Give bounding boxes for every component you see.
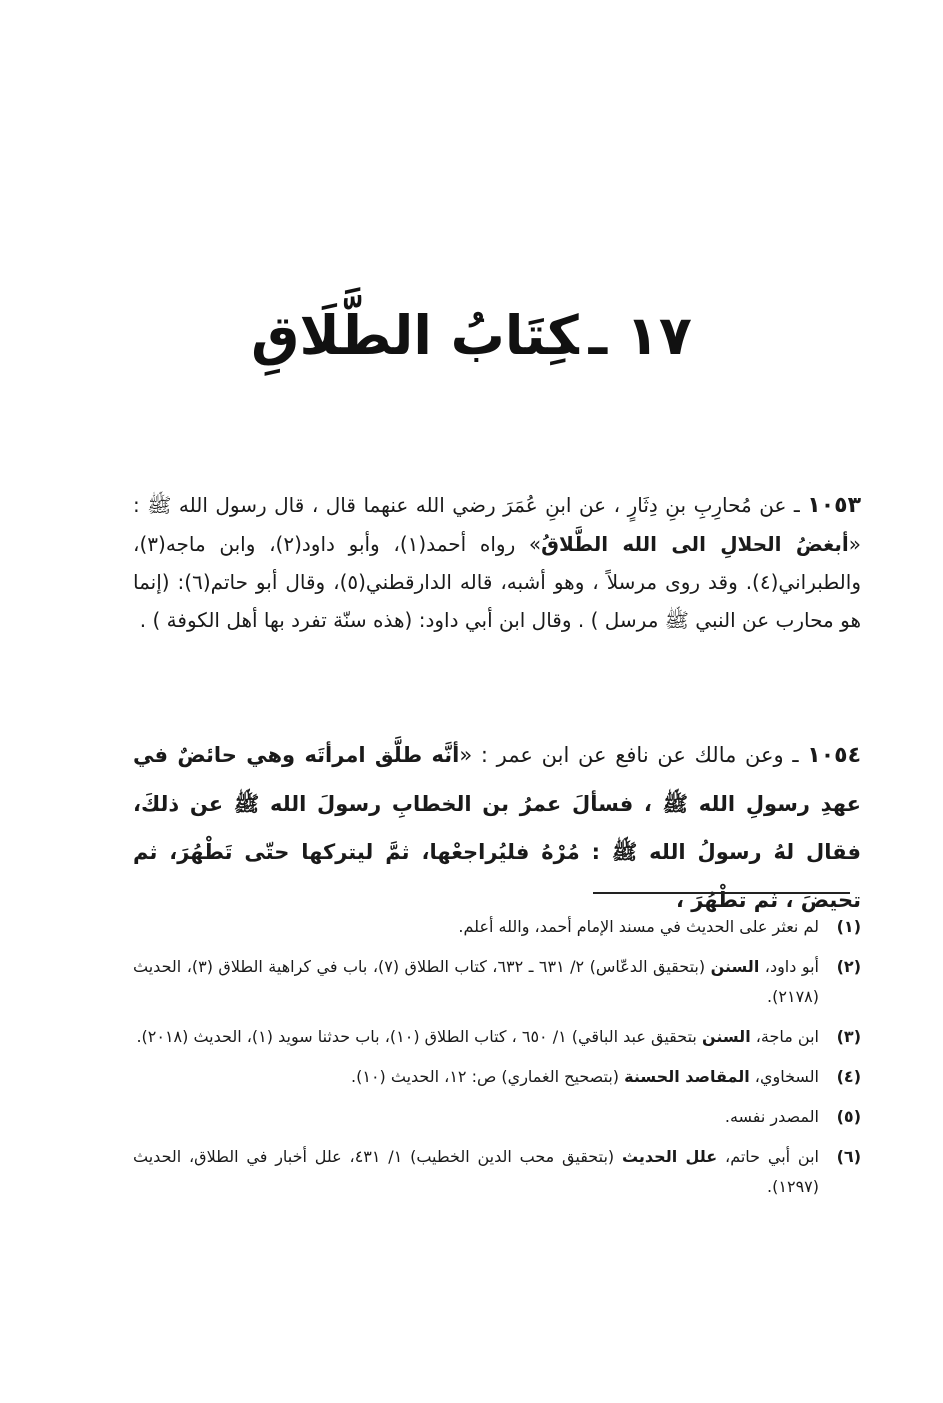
footnote-item — [133, 1022, 861, 1052]
footnote-text — [133, 1022, 819, 1052]
chapter-number: ١٧ ـ — [588, 304, 692, 367]
footnote-text — [133, 1062, 819, 1092]
footnote-item — [133, 912, 861, 942]
footnote-text-part: بتحقيق عبد الباقي) ١/ ٦٥٠ ، كتاب الطلاق (١٠)، باب حدثنا سويد (١)، الحديث (٢٠١٨). — [136, 1027, 702, 1046]
chapter-heading — [200, 296, 743, 376]
footnote-text-part: (بتحقيق محب الدين الخطيب) ١/ ٤٣١، علل أخبار في الطلاق، الحديث (١٢٩٧). — [133, 1147, 819, 1196]
footnote-text-part: ابن أبي حاتم، — [717, 1147, 819, 1166]
footnote-text — [133, 952, 819, 1012]
chapter-title-text: كِتَابُ الطَّلَاقِ — [251, 304, 579, 367]
footnote-text — [133, 1102, 819, 1132]
footnote-number: (٤) — [836, 1067, 861, 1086]
footnote-text-part: أبو داود، — [759, 957, 819, 976]
footnote-text-part: (بتصحيح الغماري) ص: ١٢، الحديث (١٠). — [351, 1067, 625, 1086]
hadith-takhrij: » رواه أحمد(١)، وأبو داود(٢)، وابن ماجه(٣)، والطبراني(٤). وقد روى مرسلاً ، وهو أشبه، قاله الدارقطني(٥)، وقال أبو حاتم(٦): (إنما هو محارب عن النبي ﷺ مرسل ) . وقال ابن أبي داود: (هذه سنّة تفرد بها أهل الكوفة ) . — [133, 532, 861, 632]
footnote-text-part: لم نعثر على الحديث في مسند الإمام أحمد، والله أعلم. — [458, 917, 819, 936]
footnote-source-title: المقاصد الحسنة — [624, 1067, 750, 1086]
hadith-number: ١٠٥٤ — [807, 743, 861, 768]
footnote-item — [133, 1062, 861, 1092]
hadith-1053-paragraph — [133, 486, 861, 639]
hadith-matn: أبغضُ الحلالِ الى الله الطَّلاقُ — [541, 532, 849, 556]
hadith-number: ١٠٥٣ — [807, 493, 861, 518]
footnote-source-title: السنن — [710, 957, 760, 976]
footnotes-list — [133, 912, 861, 1212]
footnote-number: (٥) — [836, 1107, 861, 1126]
footnote-text-part: المصدر نفسه. — [724, 1107, 819, 1126]
hadith-intro: ـ عن مُحارِبِ بنِ دِثَارٍ ، عن ابنِ عُمَرَ رضي الله عنهما قال ، قال رسول الله ﷺ : « — [133, 493, 862, 556]
footnote-text-part: السخاوي، — [749, 1067, 819, 1086]
footnote-text — [133, 1142, 819, 1202]
footnote-number: (٦) — [836, 1147, 861, 1166]
footnote-item — [133, 1102, 861, 1132]
footnote-text — [133, 912, 819, 942]
footnote-item — [133, 1142, 861, 1202]
hadith-matn: أنَّه طلَّق امرأتَه وهي حائضٌ في عهدِ رسولِ الله ﷺ ، فسألَ عمرُ بن الخطابِ رسولَ الله ﷺ عن ذلكَ، فقال لهُ رسولُ الله ﷺ : مُرْهُ فليُراجعْها، ثمَّ ليتركها حتّى تَطْهُرَ، ثم تحيضَ ، ثم تطْهُرَ ، — [133, 743, 861, 912]
footnote-text-part: (بتحقيق الدعّاس) ٢/ ٦٣١ ـ ٦٣٢، كتاب الطلاق (٧)، باب في كراهية الطلاق (٣)، الحديث (٢١٧٨). — [133, 957, 819, 1006]
footnote-number: (١) — [836, 917, 861, 936]
footnote-number: (٣) — [836, 1027, 861, 1046]
hadith-intro: ـ وعن مالك عن نافع عن ابن عمر : « — [459, 743, 808, 767]
footnote-item — [133, 952, 861, 1012]
footnote-text-part: ابن ماجة، — [750, 1027, 819, 1046]
footnote-source-title: السنن — [701, 1027, 751, 1046]
footnote-source-title: علل الحديث — [621, 1147, 718, 1166]
footnote-separator — [593, 892, 850, 894]
footnote-number: (٢) — [836, 957, 861, 976]
hadith-1054-paragraph — [133, 731, 861, 924]
